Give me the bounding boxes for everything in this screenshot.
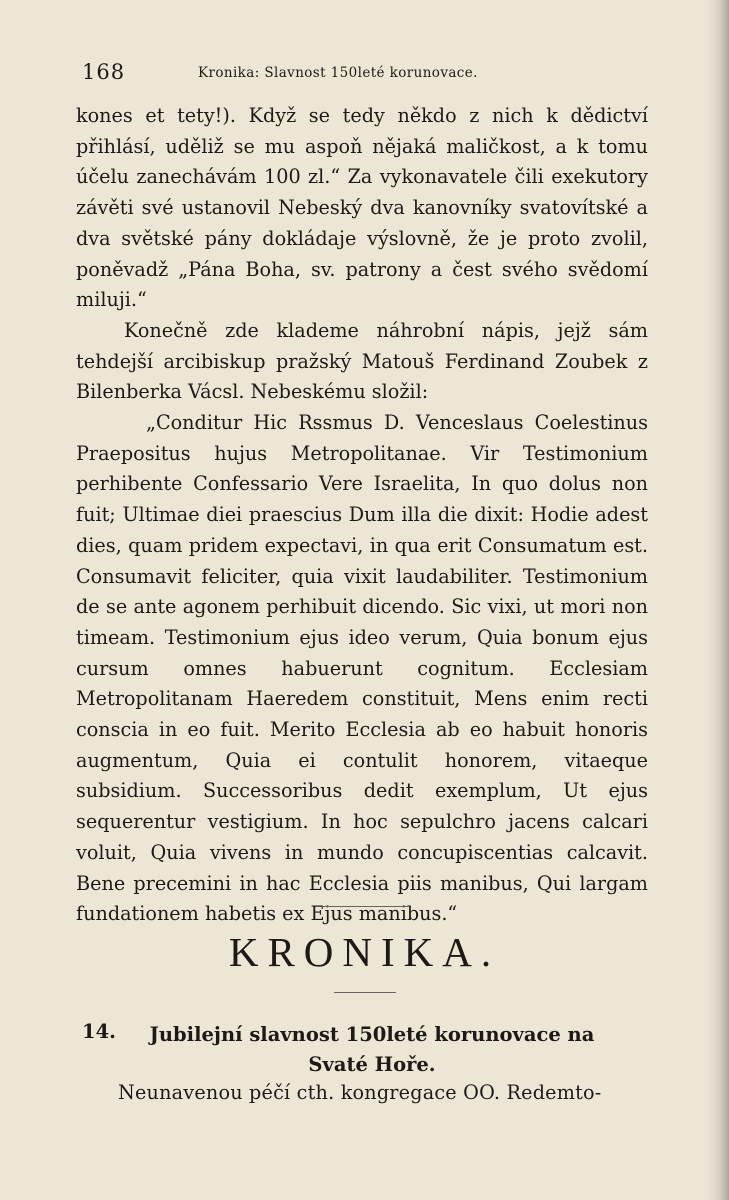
- divider-rule: [322, 906, 408, 907]
- page-edge-shadow: [707, 0, 729, 1200]
- page-header: [82, 60, 642, 88]
- item-title-line1: Jubilejní slavnost 150leté korunovace na: [149, 1023, 595, 1046]
- item-first-line: Neunavenou péčí cth. kongregace OO. Redemto-: [118, 1081, 602, 1104]
- item-title-line2: Svaté Hoře.: [308, 1053, 436, 1076]
- paragraph-epitaph-intro: Konečně zde klademe náhrobní nápis, jejž sám tehdejší arcibiskup pražský Matouš Ferdinand Zoubek z Bilenberka Vácsl. Nebeskému složil:: [76, 318, 648, 404]
- running-head: Kronika: Slavnost 150leté korunovace.: [198, 65, 478, 81]
- item-number: 14.: [82, 1020, 116, 1043]
- item-title: [130, 1020, 614, 1080]
- page-number: 168: [82, 60, 126, 84]
- body-text: [76, 101, 648, 930]
- paragraph-epitaph-latin: „Conditur Hic Rssmus D. Venceslaus Coelestinus Praepositus hujus Metropolitanae. Vir Testimonium perhibente Confessario Vere Israelita, In quo dolus non fuit; Ultimae diei praescius Dum illa die dixit: Hodie adest dies, quam pridem expectavi, in qua erit Consumatum est. Consumavit feliciter, quia vixit laudabiliter. Testimonium de se ante agonem perhibuit dicendo. Sic vixi, ut mori non timeam. Testimonium ejus ideo verum, Quia bonum ejus cursum omnes habuerunt cognitum. Ecclesiam Metropolitanam Haeredem constituit, Mens enim recti conscia in eo fuit. Merito Ecclesia ab eo habuit honoris augmentum, Quia ei contulit honorem, vitaeque subsidium. Successoribus dedit exemplum, Ut ejus sequerentur vestigium. In hoc sepulchro jacens calcari voluit, Quia vivens in mundo concupiscentias calcavit. Bene precemini in hac Ecclesia piis manibus, Qui largam fundationem habetis ex Ejus manibus.“: [76, 411, 648, 926]
- paragraph-continuation: kones et tety!). Když se tedy někdo z nich k dědictví přihlásí, uděliž se mu aspoň nějaká maličkost, a k tomu účelu zanechávám 100 zl.“ Za vykonavatele čili exekutory závěti své ustanovil Nebeský dva kanovníky svatovítské a dva světské pány dokládaje výslovně, že je proto zvolil, poněvadž „Pána Boha, sv. patrony a čest svého svědomí miluji.“: [76, 104, 648, 312]
- divider-rule-short: [334, 992, 396, 993]
- section-title: KRONIKA.: [228, 929, 501, 975]
